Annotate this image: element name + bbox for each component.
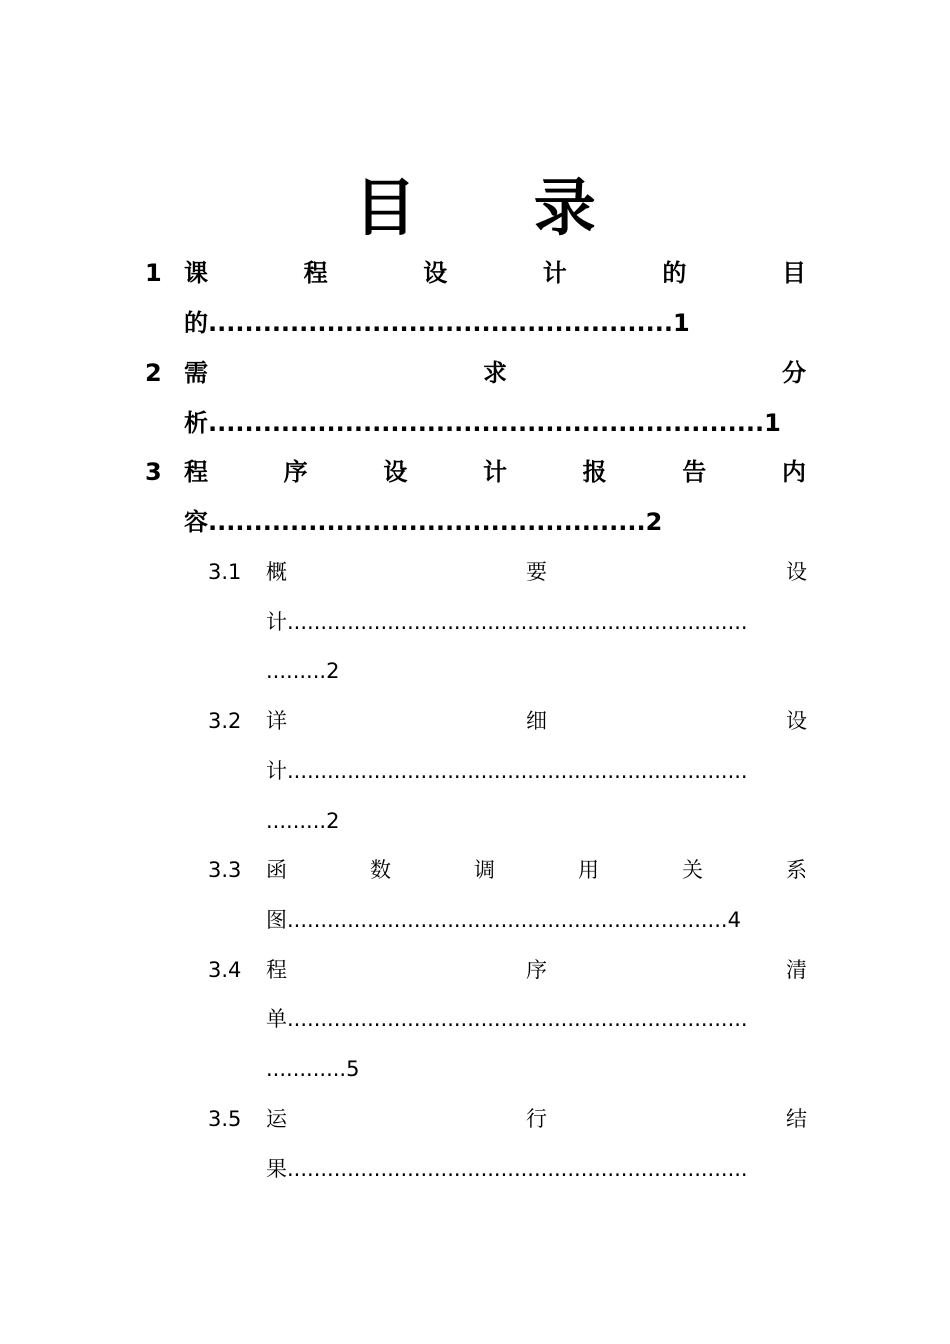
toc-entry-3-4-continuation[interactable]: 单.....................................................................: [266, 1007, 748, 1031]
toc-entry-number: 3.4: [208, 958, 242, 982]
toc-entry-3-2-page[interactable]: .........2: [266, 809, 340, 833]
toc-entry-number: 3.2: [208, 709, 242, 733]
toc-entry-1[interactable]: [0, 248, 950, 298]
toc-entry-3-1-continuation[interactable]: 计.....................................................................: [266, 610, 748, 634]
toc-entry-number: 1: [145, 259, 162, 287]
toc-entry-3-continuation[interactable]: 容................................................2: [184, 508, 663, 536]
toc-entry-2-continuation[interactable]: 析.............................................................1: [184, 409, 781, 437]
toc-entry-heading: 概 要 设: [266, 560, 807, 584]
toc-entry-3-3[interactable]: [0, 845, 950, 895]
toc-title: 目 录: [354, 171, 644, 244]
toc-entry-number: 3: [145, 458, 162, 486]
toc-entry-heading: 程 序 清: [266, 958, 807, 982]
toc-entry-2[interactable]: [0, 348, 950, 398]
toc-entry-3-1-page[interactable]: .........2: [266, 659, 340, 683]
toc-entry-heading: 函 数 调 用 关 系: [266, 858, 807, 882]
toc-entry-heading: 详 细 设: [266, 709, 807, 733]
toc-entry-heading: 课 程 设 计 的 目: [184, 259, 806, 287]
toc-entry-3-2[interactable]: [0, 696, 950, 746]
toc-entry-3-5[interactable]: [0, 1094, 950, 1144]
toc-entry-3-5-continuation[interactable]: 果.....................................................................: [266, 1157, 748, 1181]
toc-entry-3-2-continuation[interactable]: 计.....................................................................: [266, 759, 748, 783]
toc-entry-3-4[interactable]: [0, 945, 950, 995]
toc-entry-heading: 运 行 结: [266, 1107, 807, 1131]
toc-entry-1-continuation[interactable]: 的...................................................1: [184, 309, 690, 337]
toc-entry-heading: 需 求 分: [184, 359, 806, 387]
toc-entry-3-3-continuation[interactable]: 图..................................................................4: [266, 908, 741, 932]
toc-entry-3[interactable]: [0, 447, 950, 497]
toc-entry-number: 2: [145, 359, 162, 387]
toc-entry-number: 3.5: [208, 1107, 242, 1131]
toc-entry-3-1[interactable]: [0, 547, 950, 597]
toc-entry-number: 3.1: [208, 560, 242, 584]
toc-entry-heading: 程 序 设 计 报 告 内: [184, 458, 806, 486]
toc-entry-3-4-page[interactable]: ............5: [266, 1057, 360, 1081]
toc-entry-number: 3.3: [208, 858, 242, 882]
